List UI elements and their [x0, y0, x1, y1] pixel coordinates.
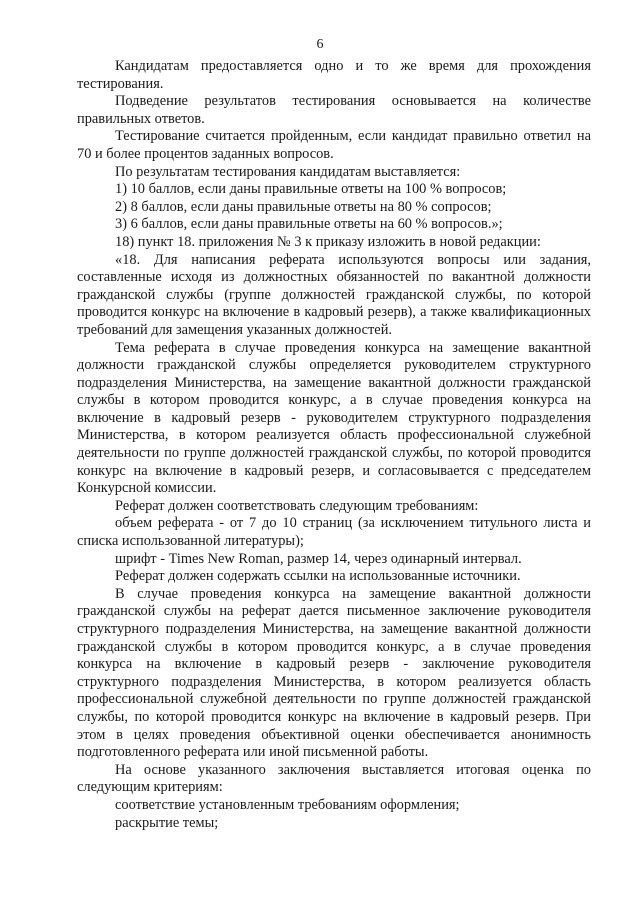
list-item: соответствие установленным требованиям оформления;: [115, 796, 460, 813]
paragraph: В случае проведения конкурса на замещение вакантной должности гражданской службы на реферат дается письменное заключение руководителя структурного подразделения Министерства, на замещение вакантной должности гражданской службы в котором проводится конкурс, а в случае проведения конкурса на включение в кадровый резерв - заключение руководителя структурного подразделения Министерства, в котором реализуется область профессиональной служебной деятельности по группе должностей гражданской службы, по которой проводится конкурс на включение в кадровый резерв. При этом в целях проведения объективной оценки обеспечивается анонимность подготовленного реферата или иной письменной работы.: [77, 585, 591, 761]
list-item: шрифт - Times New Roman, размер 14, через одинарный интервал.: [115, 550, 522, 567]
paragraph: По результатам тестирования кандидатам выставляется:: [115, 163, 461, 180]
paragraph: Реферат должен соответствовать следующим требованиям:: [115, 497, 479, 514]
page-number: 6: [316, 37, 324, 52]
list-item: 3) 6 баллов, если даны правильные ответы на 60 % вопросов.»;: [115, 216, 503, 233]
paragraph: Тестирование считается пройденным, если кандидат правильно ответил на 70 и более процентов заданных вопросов.: [77, 128, 591, 162]
list-item: 2) 8 баллов, если даны правильные ответы на 80 % сопросов;: [115, 198, 492, 215]
paragraph: 18) пункт 18. приложения № 3 к приказу изложить в новой редакции:: [115, 233, 541, 250]
list-item: 1) 10 баллов, если даны правильные ответы на 100 % вопросов;: [115, 181, 507, 198]
paragraph: «18. Для написания реферата используются вопросы или задания, составленные исходя из должностных обязанностей по вакантной должности гражданской службы (группе должностей гражданской службы, по которой проводится конкурс на включение в кадровый резерв), а также квалификационных требований для замещения указанных должностей.: [77, 251, 591, 338]
paragraph: Реферат должен содержать ссылки на использованные источники.: [115, 568, 521, 585]
list-item: раскрытие темы;: [115, 814, 219, 831]
list-item: объем реферата - от 7 до 10 страниц (за исключением титульного листа и списка использованной литературы);: [77, 515, 591, 550]
paragraph: Кандидатам предоставляется одно и то же время для прохождения тестирования.: [77, 58, 591, 92]
document-body: [77, 58, 591, 832]
paragraph: На основе указанного заключения выставляется итоговая оценка по следующим критериям:: [77, 761, 591, 796]
paragraph: Подведение результатов тестирования основывается на количестве правильных ответов.: [77, 93, 591, 127]
paragraph: Тема реферата в случае проведения конкурса на замещение вакантной должности гражданской службы определяется руководителем структурного подразделения Министерства, на замещение вакантной должности гражданской службы в котором проводится конкурс, а в случае проведения конкурса на включение в кадровый резерв - руководителем структурного подразделения Министерства, в котором реализуется область профессиональной служебной деятельности по группе должностей гражданской службы, по которой проводится конкурс на включение в кадровый резерв, и согласовывается с председателем Конкурсной комиссии.: [77, 339, 591, 497]
